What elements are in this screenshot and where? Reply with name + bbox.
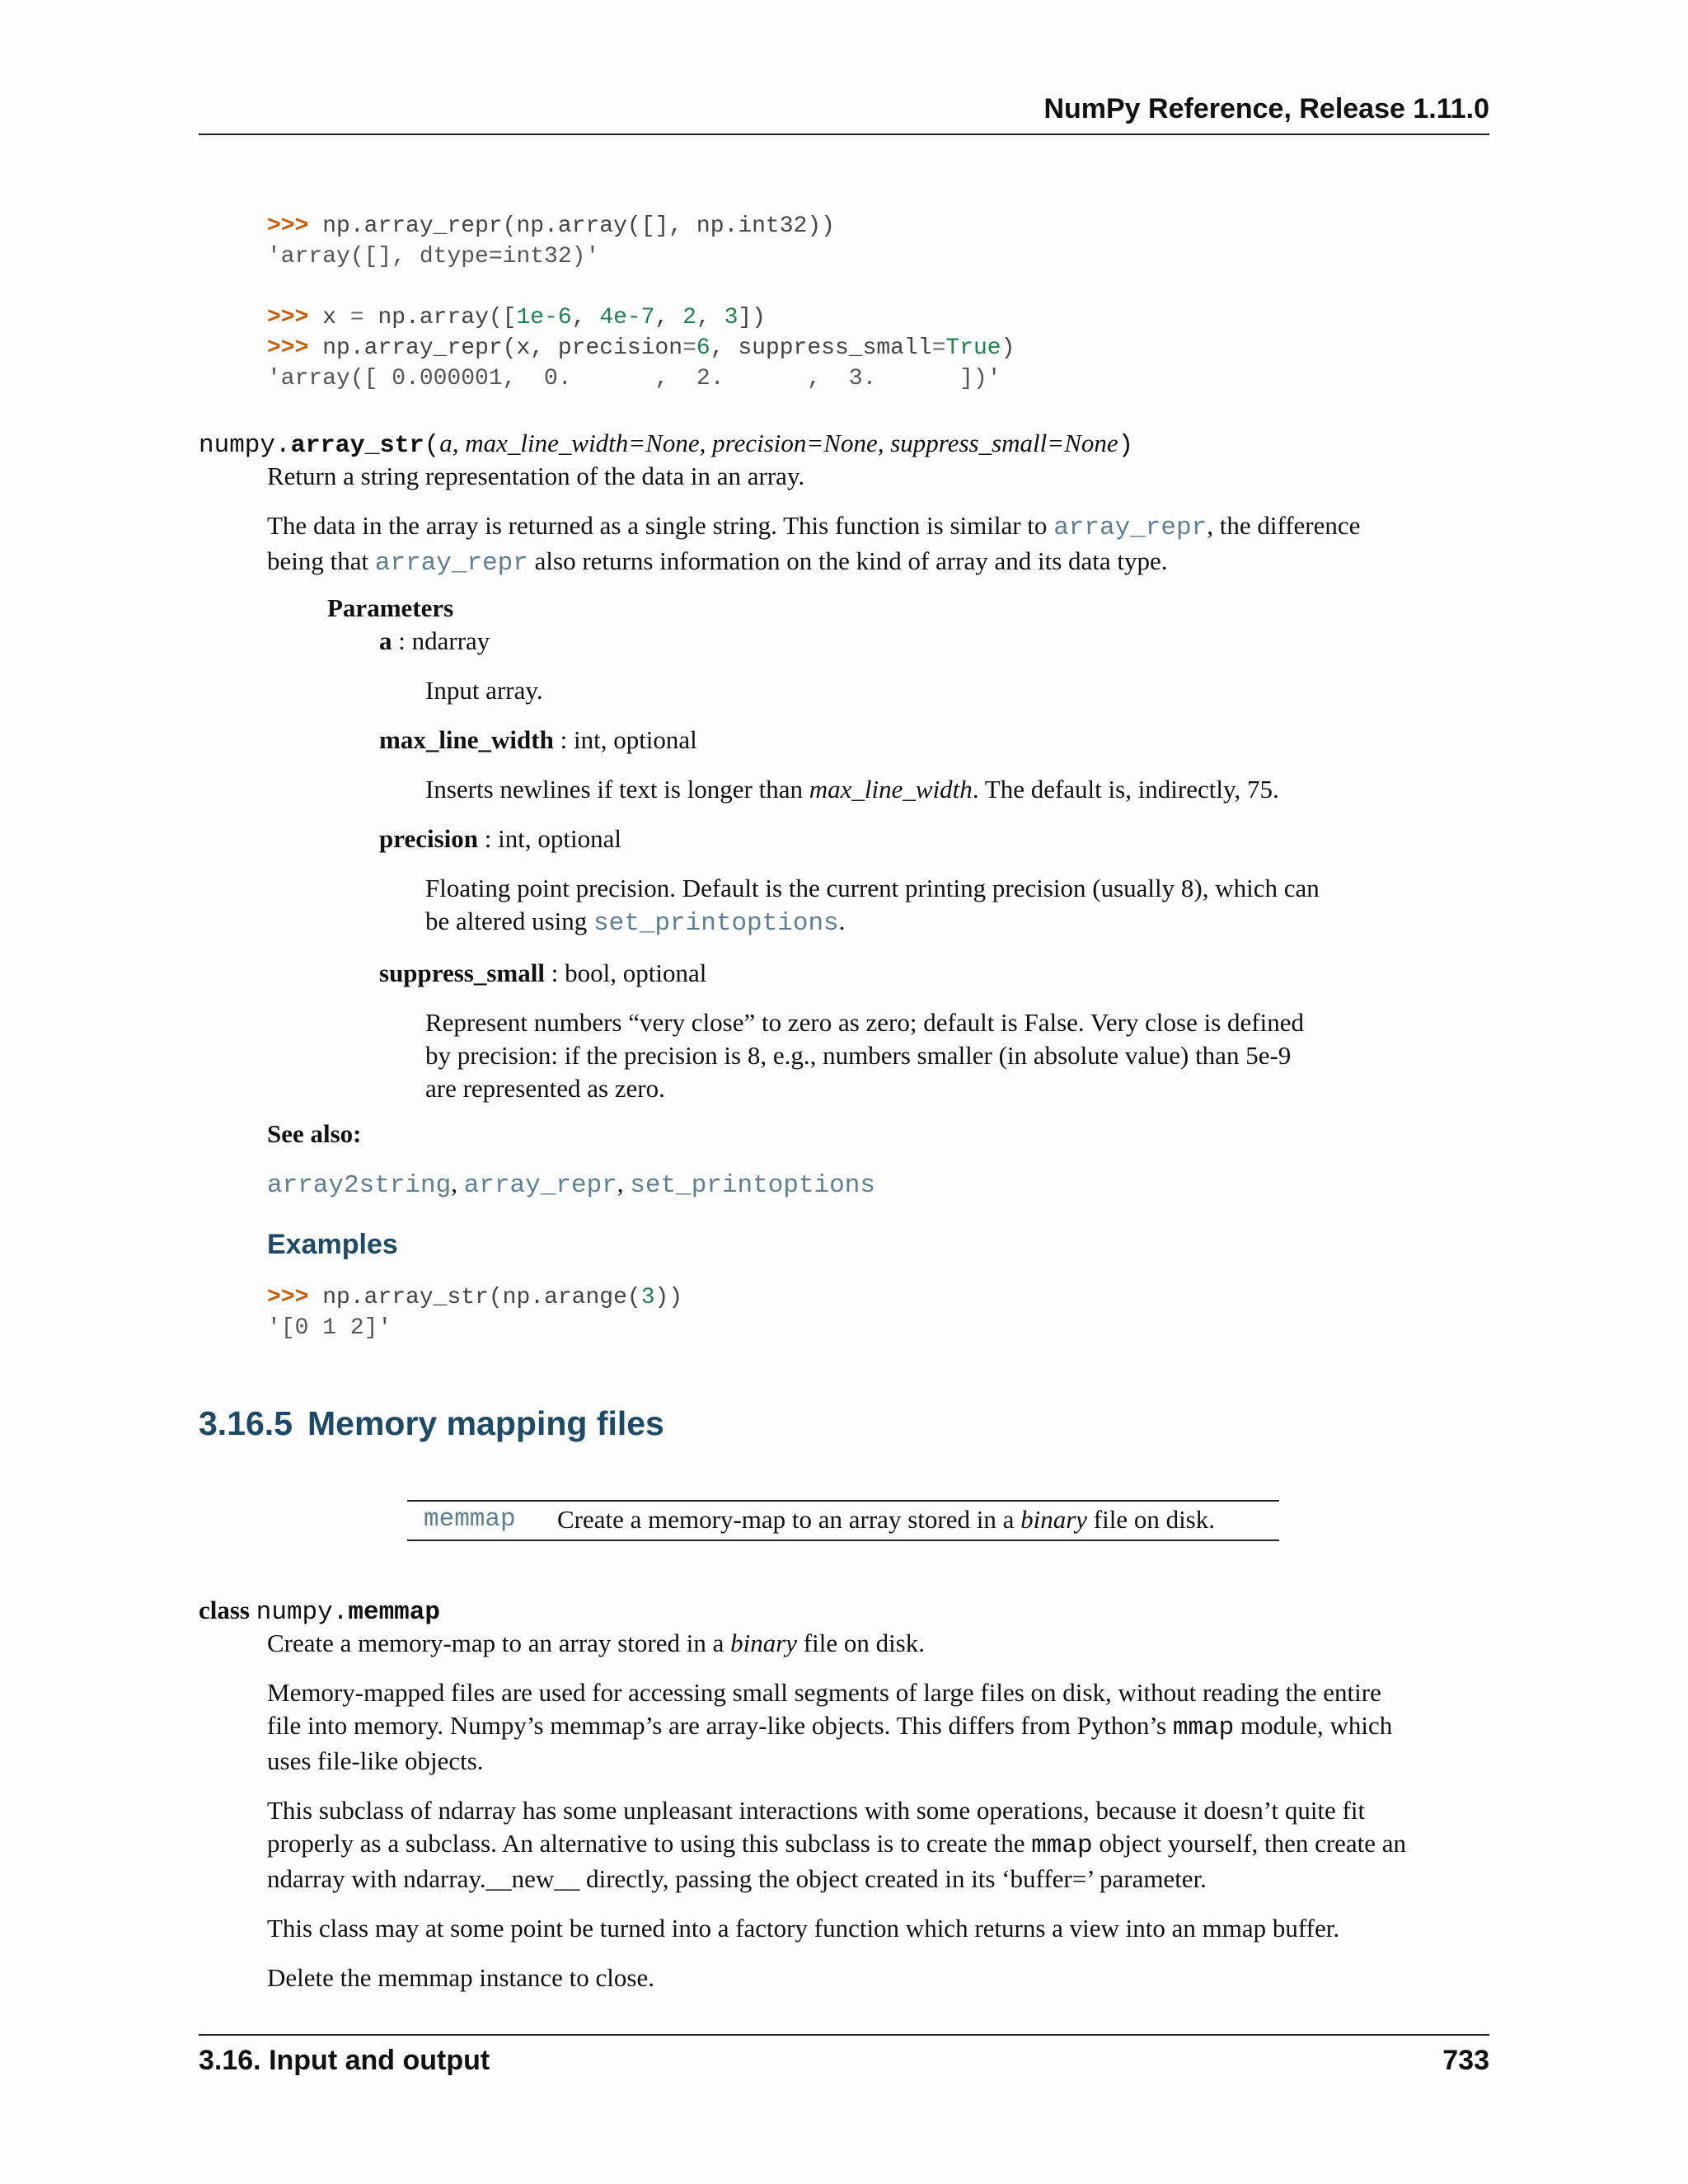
- class-summary: Create a memory-map to an array stored in a binary file on disk.: [267, 1629, 926, 1657]
- param-suppress-small: suppress_small : bool, optional: [379, 958, 707, 987]
- param-precision: precision : int, optional: [379, 824, 621, 853]
- link-array-repr[interactable]: array_repr: [463, 1171, 617, 1200]
- param-a-desc: Input array.: [425, 676, 543, 705]
- code-line: [267, 1282, 682, 1313]
- class-keyword: class: [199, 1596, 256, 1624]
- prompt: >>>: [267, 1285, 309, 1310]
- code-number: 1e-6: [516, 305, 572, 330]
- footer-section: 3.16. Input and output: [199, 2045, 490, 2076]
- class-paragraph: Delete the memmap instance to close.: [267, 1963, 654, 1992]
- code-text: ,: [571, 305, 600, 330]
- parameters-section: [327, 592, 1399, 1105]
- link-set-printoptions[interactable]: set_printoptions: [630, 1171, 875, 1200]
- class-paragraph: Memory-mapped files are used for accessing small segments of large files on disk, without reading the entire file into memory. Numpy’s memmap’s are array-like objects. This differs from Python’s mmap module, which uses file-like objects.: [267, 1678, 1393, 1775]
- code-line: [267, 1313, 682, 1343]
- code-line: [267, 302, 1015, 333]
- examples-heading: Examples: [267, 1229, 398, 1260]
- code-blank-line: [267, 272, 1015, 302]
- code-text: ]): [738, 305, 766, 330]
- class-paragraph: This class may at some point be turned into a factory function which returns a view into an mmap buffer.: [267, 1914, 1340, 1943]
- code-output: 'array([], dtype=int32)': [267, 244, 600, 269]
- running-header-title: NumPy Reference, Release 1.11.0: [1043, 93, 1489, 124]
- code-output: 'array([ 0.000001, 0. , 2. , 3. ])': [267, 366, 1001, 391]
- see-also-label: See also:: [267, 1119, 362, 1148]
- summary-text: Return a string representation of the data in an array.: [267, 462, 805, 490]
- see-also-section: [267, 1118, 875, 1202]
- code-text: np.array_str(np.arange(: [322, 1285, 641, 1310]
- code-number: 4e-7: [599, 305, 655, 330]
- autosummary-table: [407, 1500, 1279, 1541]
- class-description: [267, 1627, 1490, 1994]
- param-max-line-width: max_line_width : int, optional: [379, 725, 697, 754]
- see-also-links: array2string, array_repr, set_printoptions: [267, 1169, 875, 1200]
- section-heading: [199, 1404, 664, 1442]
- code-output: '[0 1 2]': [267, 1315, 392, 1341]
- running-header: [199, 92, 1489, 135]
- link-array2string[interactable]: array2string: [267, 1171, 452, 1200]
- code-number: 2: [682, 305, 696, 330]
- prompt: >>>: [267, 213, 309, 239]
- code-text: np.array([: [377, 305, 517, 330]
- code-number: 3: [724, 305, 738, 330]
- link-array-repr[interactable]: array_repr: [374, 549, 528, 578]
- code-line: [267, 363, 1015, 394]
- code-keyword: True: [945, 335, 1001, 361]
- code-line: [267, 211, 1015, 241]
- prompt: >>>: [267, 305, 309, 330]
- code-number: 3: [640, 1285, 655, 1310]
- link-set-printoptions[interactable]: set_printoptions: [593, 909, 839, 938]
- signature-name: array_str: [290, 432, 424, 460]
- page-footer: [199, 2034, 1489, 2076]
- code-line: [267, 241, 1015, 272]
- section-title: Memory mapping files: [307, 1404, 664, 1442]
- code-text: ,: [654, 305, 683, 330]
- function-signature-array-str: numpy.array_str(a, max_line_width=None, precision=None, suppress_small=None): [199, 429, 1134, 460]
- code-line: [267, 333, 1015, 363]
- param-a: a : ndarray: [379, 626, 490, 655]
- code-text: np.array_repr(np.array([], np.int32)): [322, 213, 835, 239]
- code-operator: =: [682, 335, 696, 361]
- code-text: np.array_repr(x, precision: [322, 335, 683, 361]
- param-max-line-width-desc: Inserts newlines if text is longer than max_line_width. The default is, indirectly, 75.: [425, 775, 1279, 804]
- code-operator: =: [931, 335, 946, 361]
- signature-params: a, max_line_width=None, precision=None, suppress_small=None: [439, 429, 1118, 457]
- code-text: )): [654, 1285, 683, 1310]
- section-number: 3.16.5: [199, 1404, 293, 1442]
- param-list: [379, 625, 1399, 1105]
- link-array-repr[interactable]: array_repr: [1053, 513, 1207, 542]
- table-desc: Create a memory-map to an array stored in a binary file on disk.: [557, 1505, 1216, 1534]
- parameters-label: Parameters: [327, 593, 454, 622]
- param-precision-desc: Floating point precision. Default is the current printing precision (usually 8), which can be altered using set_printoptions.: [425, 874, 1320, 938]
- code-text: , suppress_small: [710, 335, 932, 361]
- prompt: >>>: [267, 335, 309, 361]
- class-paragraph: This subclass of ndarray has some unpleasant interactions with some operations, because it doesn’t quite fit properly as a subclass. An alternative to using this subclass is to create the mmap object yourself, then create an ndarray with ndarray.__new__ directly, passing the object created in its ‘buffer=’ parameter.: [267, 1796, 1407, 1893]
- function-description: [267, 460, 1490, 580]
- link-memmap[interactable]: memmap: [424, 1505, 516, 1534]
- code-example-array-str: [267, 1282, 682, 1343]
- code-number: 6: [696, 335, 710, 361]
- code-operator: =: [349, 305, 378, 330]
- signature-module: numpy.: [256, 1598, 349, 1627]
- description-paragraph: The data in the array is returned as a single string. This function is similar to array_repr, the difference being that array_repr also returns information on the kind of array and its data type.: [267, 511, 1361, 578]
- code-text: ,: [696, 305, 724, 330]
- param-suppress-small-desc: Represent numbers “very close” to zero as zero; default is False. Very close is defined by precision: if the precision is 8, e.g., numbers smaller (in absolute value) than 5e-9 are represented as zero.: [425, 1008, 1304, 1103]
- code-example-array-repr: [267, 211, 1015, 394]
- page-number: 733: [1442, 2045, 1489, 2076]
- code-text: x: [322, 305, 350, 330]
- code-text: ): [1001, 335, 1015, 361]
- signature-module: numpy.: [199, 431, 291, 460]
- signature-name: memmap: [348, 1598, 440, 1627]
- class-signature-memmap: [199, 1594, 440, 1629]
